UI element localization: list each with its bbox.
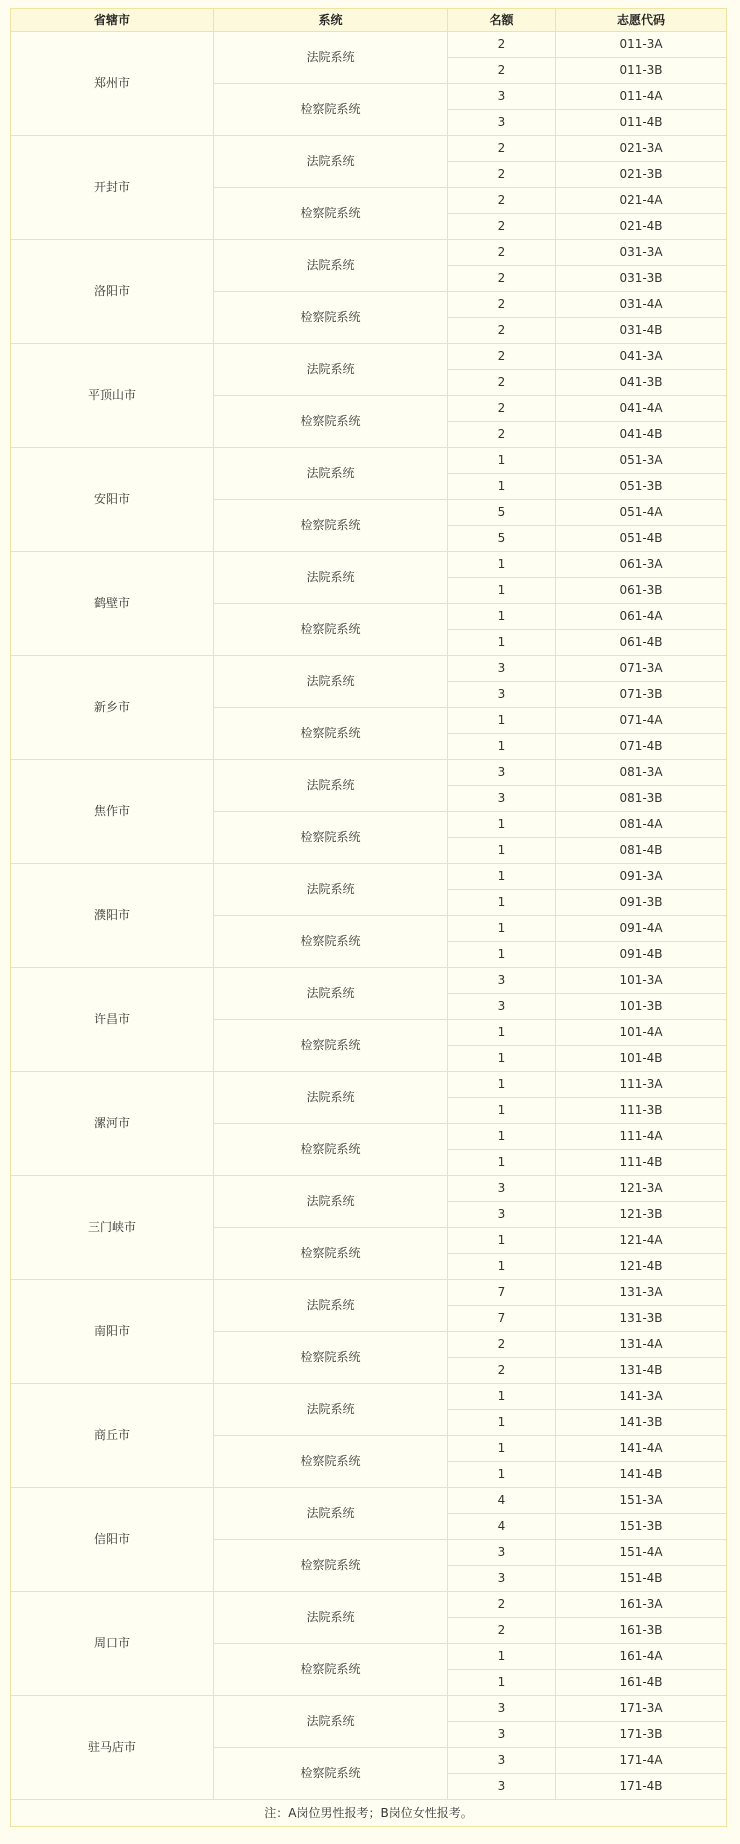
header-code: 志愿代码 (556, 9, 727, 32)
quota-cell: 2 (448, 214, 556, 240)
code-cell: 051-3B (556, 474, 727, 500)
code-cell: 111-4B (556, 1150, 727, 1176)
code-cell: 091-3A (556, 864, 727, 890)
quota-cell: 1 (448, 812, 556, 838)
code-cell: 031-4A (556, 292, 727, 318)
code-cell: 011-4B (556, 110, 727, 136)
system-cell: 法院系统 (214, 760, 448, 812)
table-row (11, 1072, 727, 1098)
city-cell: 郑州市 (11, 32, 214, 136)
code-cell: 031-3B (556, 266, 727, 292)
city-cell: 濮阳市 (11, 864, 214, 968)
system-cell: 法院系统 (214, 1176, 448, 1228)
city-cell: 漯河市 (11, 1072, 214, 1176)
quota-cell: 3 (448, 994, 556, 1020)
code-cell: 121-3B (556, 1202, 727, 1228)
quota-cell: 3 (448, 110, 556, 136)
quota-cell: 3 (448, 1774, 556, 1800)
quota-cell: 3 (448, 1696, 556, 1722)
quota-cell: 2 (448, 188, 556, 214)
city-cell: 焦作市 (11, 760, 214, 864)
table-row (11, 240, 727, 266)
quota-cell: 1 (448, 1098, 556, 1124)
code-cell: 031-3A (556, 240, 727, 266)
quota-cell: 2 (448, 1358, 556, 1384)
city-cell: 三门峡市 (11, 1176, 214, 1280)
code-cell: 151-4A (556, 1540, 727, 1566)
code-cell: 061-4A (556, 604, 727, 630)
quota-cell: 1 (448, 1254, 556, 1280)
code-cell: 141-3B (556, 1410, 727, 1436)
header-system: 系统 (214, 9, 448, 32)
code-cell: 061-4B (556, 630, 727, 656)
code-cell: 101-3B (556, 994, 727, 1020)
code-cell: 161-3B (556, 1618, 727, 1644)
note-text: 注：A岗位男性报考；B岗位女性报考。 (11, 1800, 727, 1827)
quota-cell: 2 (448, 1592, 556, 1618)
code-cell: 161-4B (556, 1670, 727, 1696)
code-cell: 111-4A (556, 1124, 727, 1150)
code-cell: 071-3A (556, 656, 727, 682)
quota-cell: 1 (448, 1670, 556, 1696)
code-cell: 121-4B (556, 1254, 727, 1280)
system-cell: 检察院系统 (214, 292, 448, 344)
quota-cell: 1 (448, 890, 556, 916)
system-cell: 检察院系统 (214, 84, 448, 136)
code-cell: 151-4B (556, 1566, 727, 1592)
table-row (11, 968, 727, 994)
quota-cell: 2 (448, 344, 556, 370)
city-cell: 鹤壁市 (11, 552, 214, 656)
quota-cell: 1 (448, 1384, 556, 1410)
code-cell: 141-4B (556, 1462, 727, 1488)
code-cell: 021-4A (556, 188, 727, 214)
header-city: 省辖市 (11, 9, 214, 32)
city-cell: 周口市 (11, 1592, 214, 1696)
quota-cell: 1 (448, 1228, 556, 1254)
header-row (11, 9, 727, 32)
table-row (11, 552, 727, 578)
code-cell: 111-3B (556, 1098, 727, 1124)
code-cell: 171-4B (556, 1774, 727, 1800)
table-row (11, 1592, 727, 1618)
system-cell: 检察院系统 (214, 500, 448, 552)
code-cell: 041-4B (556, 422, 727, 448)
quota-cell: 2 (448, 422, 556, 448)
code-cell: 081-3B (556, 786, 727, 812)
code-cell: 101-4A (556, 1020, 727, 1046)
quota-cell: 2 (448, 396, 556, 422)
quota-table (10, 8, 727, 1827)
system-cell: 法院系统 (214, 1592, 448, 1644)
system-cell: 法院系统 (214, 968, 448, 1020)
quota-cell: 3 (448, 1566, 556, 1592)
code-cell: 101-3A (556, 968, 727, 994)
code-cell: 121-3A (556, 1176, 727, 1202)
quota-cell: 1 (448, 838, 556, 864)
code-cell: 011-3A (556, 32, 727, 58)
quota-cell: 3 (448, 1540, 556, 1566)
table-row (11, 344, 727, 370)
system-cell: 检察院系统 (214, 396, 448, 448)
system-cell: 法院系统 (214, 656, 448, 708)
table-row (11, 1488, 727, 1514)
system-cell: 检察院系统 (214, 1228, 448, 1280)
quota-cell: 1 (448, 1124, 556, 1150)
quota-cell: 4 (448, 1488, 556, 1514)
quota-cell: 1 (448, 552, 556, 578)
code-cell: 121-4A (556, 1228, 727, 1254)
code-cell: 041-3B (556, 370, 727, 396)
table-row (11, 1280, 727, 1306)
system-cell: 法院系统 (214, 240, 448, 292)
quota-cell: 1 (448, 1046, 556, 1072)
table-row (11, 1176, 727, 1202)
quota-cell: 1 (448, 630, 556, 656)
code-cell: 041-3A (556, 344, 727, 370)
code-cell: 091-4B (556, 942, 727, 968)
quota-cell: 2 (448, 136, 556, 162)
system-cell: 法院系统 (214, 344, 448, 396)
quota-cell: 2 (448, 58, 556, 84)
code-cell: 021-4B (556, 214, 727, 240)
quota-cell: 1 (448, 1462, 556, 1488)
code-cell: 031-4B (556, 318, 727, 344)
quota-cell: 5 (448, 526, 556, 552)
quota-cell: 2 (448, 370, 556, 396)
quota-cell: 1 (448, 1020, 556, 1046)
quota-cell: 1 (448, 864, 556, 890)
system-cell: 法院系统 (214, 1384, 448, 1436)
code-cell: 091-3B (556, 890, 727, 916)
system-cell: 法院系统 (214, 1488, 448, 1540)
quota-cell: 1 (448, 474, 556, 500)
table-body (11, 32, 727, 1800)
code-cell: 081-4B (556, 838, 727, 864)
system-cell: 检察院系统 (214, 812, 448, 864)
quota-cell: 1 (448, 734, 556, 760)
system-cell: 法院系统 (214, 552, 448, 604)
table-row (11, 32, 727, 58)
city-cell: 安阳市 (11, 448, 214, 552)
system-cell: 法院系统 (214, 448, 448, 500)
quota-cell: 3 (448, 682, 556, 708)
quota-cell: 2 (448, 266, 556, 292)
system-cell: 法院系统 (214, 1280, 448, 1332)
table-row (11, 1384, 727, 1410)
city-cell: 新乡市 (11, 656, 214, 760)
system-cell: 检察院系统 (214, 604, 448, 656)
quota-cell: 2 (448, 292, 556, 318)
quota-cell: 1 (448, 1150, 556, 1176)
quota-cell: 4 (448, 1514, 556, 1540)
code-cell: 071-4A (556, 708, 727, 734)
code-cell: 131-4B (556, 1358, 727, 1384)
system-cell: 法院系统 (214, 1072, 448, 1124)
quota-cell: 2 (448, 1332, 556, 1358)
code-cell: 131-4A (556, 1332, 727, 1358)
system-cell: 法院系统 (214, 136, 448, 188)
system-cell: 检察院系统 (214, 1436, 448, 1488)
system-cell: 检察院系统 (214, 1540, 448, 1592)
system-cell: 法院系统 (214, 1696, 448, 1748)
code-cell: 161-3A (556, 1592, 727, 1618)
city-cell: 开封市 (11, 136, 214, 240)
city-cell: 驻马店市 (11, 1696, 214, 1800)
quota-cell: 2 (448, 240, 556, 266)
code-cell: 151-3B (556, 1514, 727, 1540)
code-cell: 171-4A (556, 1748, 727, 1774)
code-cell: 051-4B (556, 526, 727, 552)
table-container (10, 8, 726, 1827)
system-cell: 法院系统 (214, 32, 448, 84)
code-cell: 081-3A (556, 760, 727, 786)
quota-cell: 2 (448, 32, 556, 58)
quota-cell: 3 (448, 760, 556, 786)
code-cell: 111-3A (556, 1072, 727, 1098)
system-cell: 法院系统 (214, 864, 448, 916)
table-row (11, 760, 727, 786)
code-cell: 051-3A (556, 448, 727, 474)
system-cell: 检察院系统 (214, 1644, 448, 1696)
quota-cell: 3 (448, 1722, 556, 1748)
quota-cell: 7 (448, 1280, 556, 1306)
code-cell: 151-3A (556, 1488, 727, 1514)
code-cell: 051-4A (556, 500, 727, 526)
quota-cell: 1 (448, 1436, 556, 1462)
quota-cell: 7 (448, 1306, 556, 1332)
table-row (11, 656, 727, 682)
code-cell: 021-3B (556, 162, 727, 188)
table-row (11, 1696, 727, 1722)
code-cell: 061-3B (556, 578, 727, 604)
code-cell: 171-3B (556, 1722, 727, 1748)
quota-cell: 3 (448, 1202, 556, 1228)
city-cell: 平顶山市 (11, 344, 214, 448)
code-cell: 131-3A (556, 1280, 727, 1306)
city-cell: 南阳市 (11, 1280, 214, 1384)
city-cell: 信阳市 (11, 1488, 214, 1592)
system-cell: 检察院系统 (214, 1748, 448, 1800)
code-cell: 081-4A (556, 812, 727, 838)
system-cell: 检察院系统 (214, 1020, 448, 1072)
quota-cell: 1 (448, 1072, 556, 1098)
quota-cell: 1 (448, 448, 556, 474)
quota-cell: 3 (448, 968, 556, 994)
city-cell: 商丘市 (11, 1384, 214, 1488)
quota-cell: 1 (448, 578, 556, 604)
code-cell: 011-4A (556, 84, 727, 110)
code-cell: 071-3B (556, 682, 727, 708)
quota-cell: 5 (448, 500, 556, 526)
code-cell: 071-4B (556, 734, 727, 760)
note-row (11, 1800, 727, 1827)
header-quota: 名额 (448, 9, 556, 32)
city-cell: 许昌市 (11, 968, 214, 1072)
quota-cell: 1 (448, 604, 556, 630)
code-cell: 131-3B (556, 1306, 727, 1332)
table-row (11, 864, 727, 890)
quota-cell: 1 (448, 942, 556, 968)
code-cell: 141-3A (556, 1384, 727, 1410)
quota-cell: 3 (448, 1176, 556, 1202)
quota-cell: 1 (448, 916, 556, 942)
code-cell: 021-3A (556, 136, 727, 162)
system-cell: 检察院系统 (214, 1124, 448, 1176)
system-cell: 检察院系统 (214, 1332, 448, 1384)
table-row (11, 136, 727, 162)
quota-cell: 1 (448, 1410, 556, 1436)
code-cell: 041-4A (556, 396, 727, 422)
quota-cell: 3 (448, 84, 556, 110)
table-row (11, 448, 727, 474)
system-cell: 检察院系统 (214, 708, 448, 760)
system-cell: 检察院系统 (214, 188, 448, 240)
quota-cell: 3 (448, 1748, 556, 1774)
code-cell: 171-3A (556, 1696, 727, 1722)
code-cell: 101-4B (556, 1046, 727, 1072)
quota-cell: 3 (448, 656, 556, 682)
system-cell: 检察院系统 (214, 916, 448, 968)
quota-cell: 2 (448, 162, 556, 188)
code-cell: 061-3A (556, 552, 727, 578)
code-cell: 141-4A (556, 1436, 727, 1462)
code-cell: 161-4A (556, 1644, 727, 1670)
quota-cell: 3 (448, 786, 556, 812)
city-cell: 洛阳市 (11, 240, 214, 344)
code-cell: 091-4A (556, 916, 727, 942)
code-cell: 011-3B (556, 58, 727, 84)
quota-cell: 1 (448, 708, 556, 734)
quota-cell: 1 (448, 1644, 556, 1670)
quota-cell: 2 (448, 1618, 556, 1644)
quota-cell: 2 (448, 318, 556, 344)
